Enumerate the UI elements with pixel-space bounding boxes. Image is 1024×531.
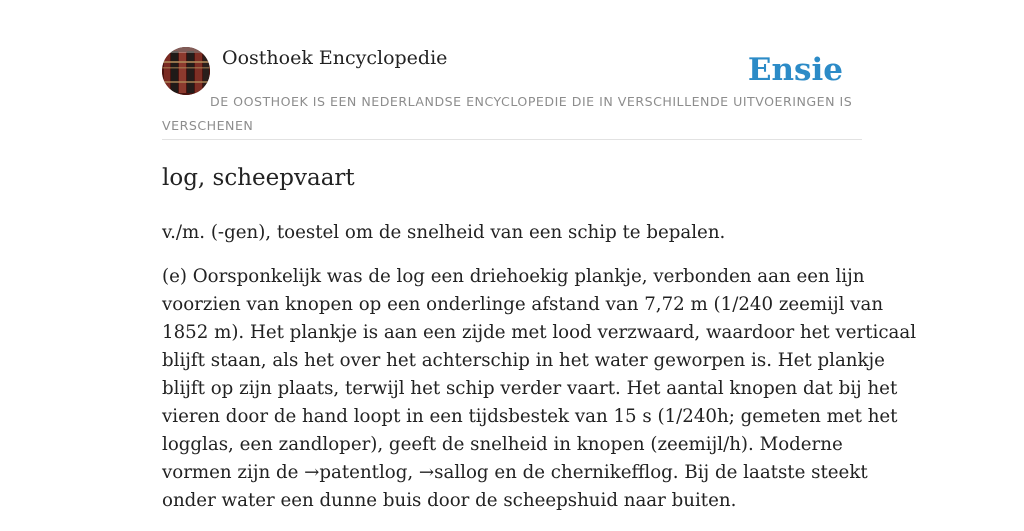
- article: [162, 160, 917, 531]
- article-body-line: onder water een dunne buis door de scheepshuid naar buiten.: [162, 490, 737, 511]
- article-body-line: logglas, een zandloper), geeft de snelheid in knopen (zeemijl/h). Moderne: [162, 434, 843, 455]
- article-headword: log, scheepvaart: [162, 165, 355, 191]
- article-body-line: vormen zijn de →patentlog, →sallog en de chernikefflog. Bij de laatste steekt: [162, 462, 868, 483]
- article-body-line: vieren door de hand loopt in een tijdsbestek van 15 s (1/240h; gemeten met het: [162, 406, 898, 427]
- article-body: [162, 263, 917, 515]
- book-spines-icon[interactable]: [162, 47, 210, 95]
- article-body-line: blijft op zijn plaats, terwijl het schip verder vaart. Het aantal knopen dat bij het: [162, 378, 898, 399]
- article-definition: v./m. (-gen), toestel om de snelheid van een schip te bepalen.: [162, 222, 726, 243]
- ensie-logo[interactable]: Ensie: [747, 52, 843, 88]
- article-body-line: voorzien van knopen op een onderlinge afstand van 7,72 m (1/240 zeemijl van: [162, 294, 884, 315]
- source-tagline: DE OOSTHOEK IS EEN NEDERLANDSE ENCYCLOPEDIE DIE IN VERSCHILLENDE UITVOERINGEN IS VERSCHENEN: [162, 94, 853, 133]
- article-body-line: (e) Oorsponkelijk was de log een driehoekig plankje, verbonden aan een lijn: [162, 266, 865, 287]
- page-header: [162, 46, 862, 140]
- source-name[interactable]: Oosthoek Encyclopedie: [222, 47, 448, 69]
- article-body-line: 1852 m). Het plankje is aan een zijde met lood verzwaard, waardoor het verticaal: [162, 322, 917, 343]
- article-body-line: blijft staan, als het over het achterschip in het water geworpen is. Het plankje: [162, 350, 885, 371]
